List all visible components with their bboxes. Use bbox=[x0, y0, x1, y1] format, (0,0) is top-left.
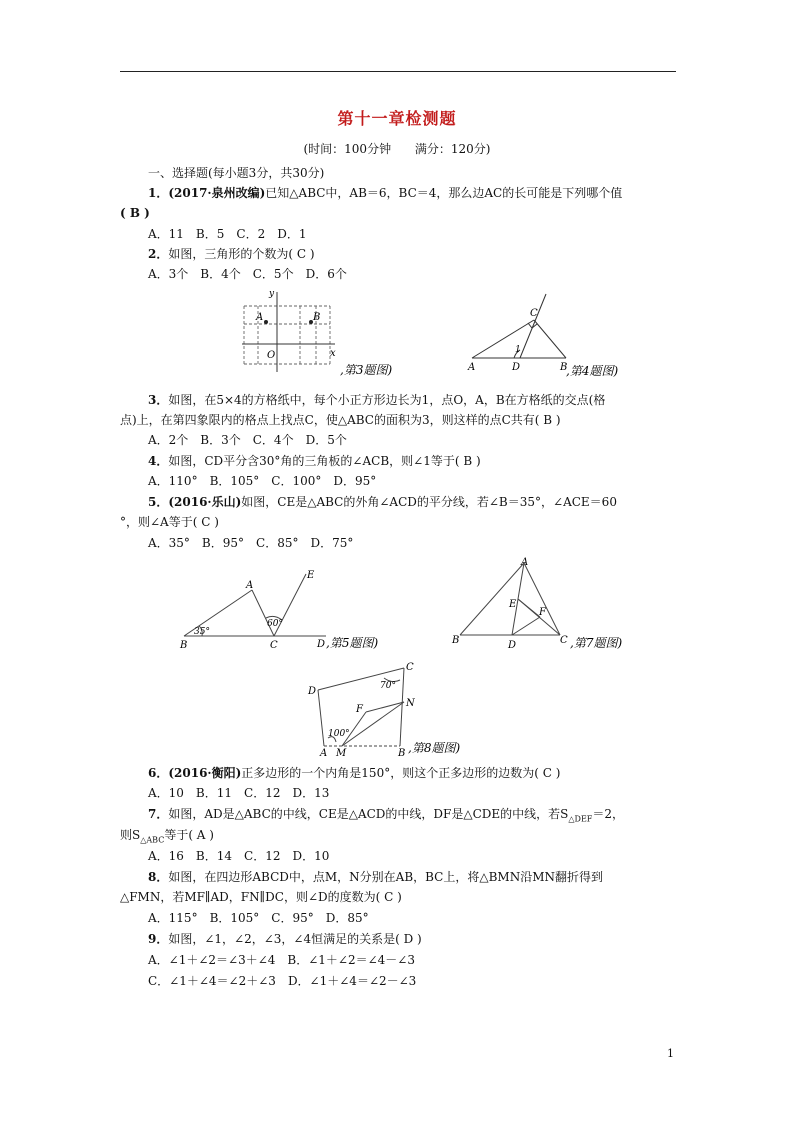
fig5-label-d: D bbox=[317, 639, 326, 650]
q5-source: (2016·乐山) bbox=[168, 495, 242, 509]
q7-tail1: ＝2， bbox=[592, 807, 624, 821]
fig5-label-a: A bbox=[246, 580, 254, 591]
question-6 bbox=[148, 765, 560, 781]
fig7-caption: ,第7题图) bbox=[570, 636, 623, 650]
q3-number: 3． bbox=[148, 393, 169, 407]
q9-number: 9． bbox=[148, 932, 169, 946]
fig8-label-n: N bbox=[406, 698, 415, 709]
q7-subscript-abc: △ABC bbox=[140, 835, 165, 845]
fig3-label-a: A bbox=[256, 312, 264, 323]
fig5-label-b: B bbox=[180, 640, 188, 651]
fig8-label-a: A bbox=[320, 748, 328, 759]
fig3-caption: ,第3题图) bbox=[340, 363, 393, 377]
figure-3 bbox=[238, 286, 408, 382]
fig3-label-o: O bbox=[267, 350, 276, 361]
fig7-label-a: A bbox=[521, 557, 529, 568]
q5-number: 5． bbox=[148, 495, 169, 509]
fig4-label-b: B bbox=[560, 362, 568, 373]
q9-options-cd: C．∠1＋∠4＝∠2＋∠3 D．∠1＋∠4＝∠2－∠3 bbox=[148, 974, 417, 988]
q5-line1: 如图，CE是△ABC的外角∠ACD的平分线，若∠B＝35°，∠ACE＝60 bbox=[241, 495, 617, 509]
q6-options: A．10 B．11 C．12 D．13 bbox=[148, 786, 330, 800]
fig8-angle-c: 70° bbox=[380, 681, 396, 691]
fig5-label-e: E bbox=[307, 570, 315, 581]
question-4 bbox=[148, 453, 481, 469]
fig5-angle-b: 35° bbox=[194, 627, 210, 637]
q8-line1: 如图，在四边形ABCD中，点M，N分别在AB，BC上，将△BMN沿MN翻折得到 bbox=[168, 870, 603, 884]
q2-options: A．3个 B．4个 C．5个 D．6个 bbox=[148, 267, 347, 281]
q1-number: 1． bbox=[148, 186, 169, 200]
q7-line1: 如图，AD是△ABC的中线，CE是△ACD的中线，DF是△CDE的中线，若S bbox=[168, 807, 569, 821]
question-7 bbox=[148, 806, 624, 827]
figure-8 bbox=[304, 656, 494, 760]
fig3-label-b: B bbox=[313, 312, 321, 323]
fig4-label-d: D bbox=[512, 362, 521, 373]
fig4-caption: ,第4题图) bbox=[566, 364, 619, 378]
fig7-label-c: C bbox=[560, 635, 568, 646]
q3-line2: 点)上，在第四象限内的格点上找点C，使△ABC的面积为3，则这样的点C共有( B ) bbox=[120, 413, 561, 427]
q4-number: 4． bbox=[148, 454, 169, 468]
question-2 bbox=[148, 246, 315, 262]
section-heading: 一、选择题(每小题3分，共30分) bbox=[148, 166, 325, 180]
question-9 bbox=[148, 931, 422, 947]
q4-text: 如图，CD平分含30°角的三角板的∠ACB，则∠1等于( B ) bbox=[168, 454, 481, 468]
fig5-angle-ace: 60° bbox=[267, 619, 283, 629]
figure-5 bbox=[176, 566, 416, 654]
full-score: 满分：120分) bbox=[414, 142, 491, 156]
question-8 bbox=[148, 869, 603, 885]
fig8-caption: ,第8题图) bbox=[408, 741, 461, 755]
fig4-label-c: C bbox=[530, 308, 538, 319]
fig5-caption: ,第5题图) bbox=[326, 636, 379, 650]
exam-meta bbox=[0, 140, 794, 157]
figure-4 bbox=[462, 290, 652, 382]
fig8-label-b: B bbox=[398, 748, 406, 759]
fig8-angle-a: 100° bbox=[328, 729, 350, 739]
q2-number: 2． bbox=[148, 247, 169, 261]
page-title: 第十一章检测题 bbox=[337, 109, 457, 128]
q9-text: 如图，∠1，∠2，∠3，∠4恒满足的关系是( D ) bbox=[168, 932, 422, 946]
q6-text: 正多边形的一个内角是150°，则这个正多边形的边数为( C ) bbox=[241, 766, 561, 780]
question-1 bbox=[148, 185, 622, 201]
header-rule bbox=[120, 71, 676, 72]
q7-tail2: 等于( A ) bbox=[164, 828, 214, 842]
q1-text: 已知△ABC中，AB＝6，BC＝4，那么边AC的长可能是下列哪个值 bbox=[265, 186, 623, 200]
fig8-label-d: D bbox=[308, 686, 317, 697]
q6-number: 6． bbox=[148, 766, 169, 780]
q3-options: A．2个 B．3个 C．4个 D．5个 bbox=[148, 433, 347, 447]
fig7-label-d: D bbox=[508, 640, 517, 651]
q8-line2: △FMN，若MF∥AD，FN∥DC，则∠D的度数为( C ) bbox=[120, 890, 402, 904]
fig3-label-x: x bbox=[330, 348, 336, 359]
q1-answer: ( B ) bbox=[120, 206, 150, 220]
fig8-label-c: C bbox=[406, 662, 414, 673]
q8-options: A．115° B．105° C．95° D．85° bbox=[148, 911, 369, 925]
fig8-label-f: F bbox=[356, 704, 363, 715]
fig7-label-b: B bbox=[452, 635, 460, 646]
q6-source: (2016·衡阳) bbox=[168, 766, 242, 780]
time-limit: (时间：100分钟 bbox=[303, 142, 392, 156]
figure-7 bbox=[448, 555, 648, 655]
q9-options-ab: A．∠1＋∠2＝∠3＋∠4 B．∠1＋∠2＝∠4－∠3 bbox=[148, 953, 416, 967]
question-5 bbox=[148, 494, 617, 510]
fig5-label-c: C bbox=[270, 640, 278, 651]
q7-subscript-def: △DEF bbox=[568, 814, 593, 824]
question-3 bbox=[148, 392, 605, 408]
q7-line2: 则S bbox=[120, 828, 141, 842]
q8-number: 8． bbox=[148, 870, 169, 884]
q4-options: A．110° B．105° C．100° D．95° bbox=[148, 474, 377, 488]
q5-options: A．35° B．95° C．85° D．75° bbox=[148, 536, 354, 550]
fig7-label-f: F bbox=[539, 607, 546, 618]
fig3-label-y: y bbox=[269, 289, 275, 299]
q5-line2: °，则∠A等于( C ) bbox=[120, 515, 219, 529]
fig4-label-a: A bbox=[468, 362, 476, 373]
q1-source: (2017·泉州改编) bbox=[168, 186, 266, 200]
q2-text: 如图，三角形的个数为( C ) bbox=[168, 247, 315, 261]
q1-options: A．11 B．5 C．2 D．1 bbox=[148, 227, 307, 241]
q3-line1: 如图，在5×4的方格纸中，每个小正方形边长为1，点O，A，B在方格纸的交点(格 bbox=[168, 393, 606, 407]
q7-options: A．16 B．14 C．12 D．10 bbox=[148, 849, 330, 863]
fig7-label-e: E bbox=[509, 599, 517, 610]
fig8-label-m: M bbox=[336, 748, 347, 759]
q7-line2-wrap bbox=[120, 827, 214, 848]
q7-number: 7． bbox=[148, 807, 169, 821]
page-number: 1 bbox=[667, 1047, 674, 1060]
fig4-label-1: 1 bbox=[515, 345, 521, 355]
